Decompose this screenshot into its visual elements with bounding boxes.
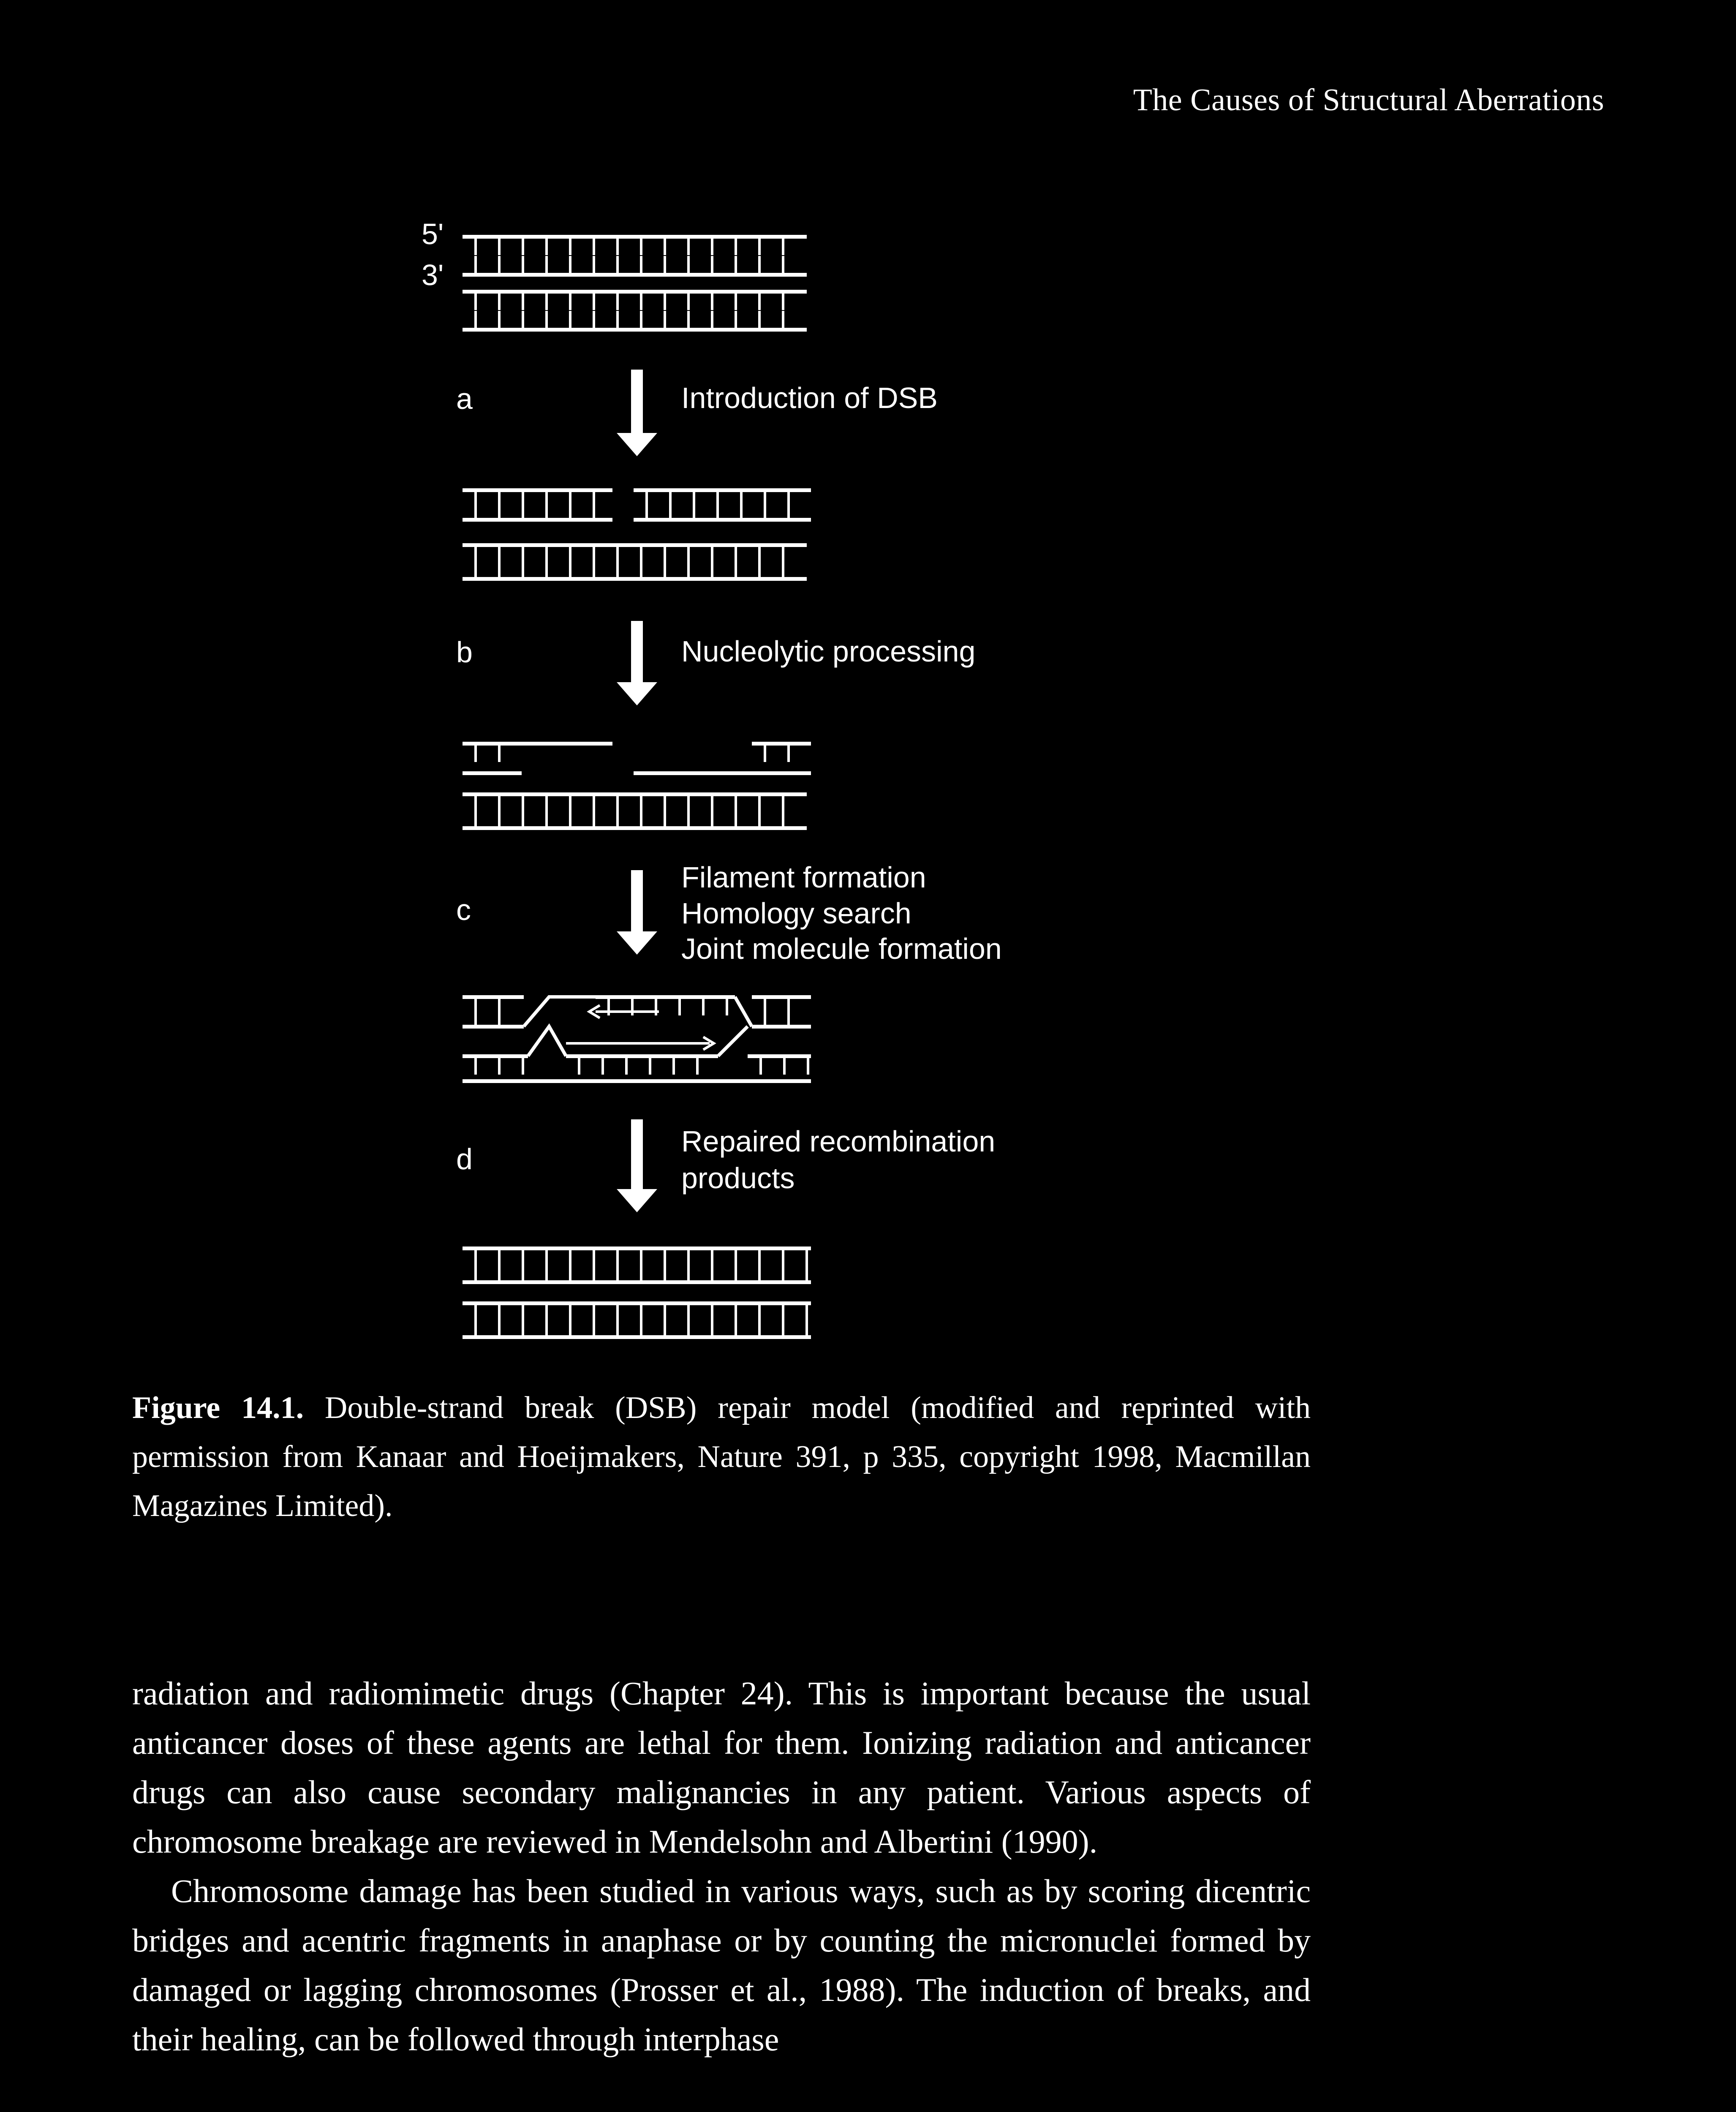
caption-label: Figure 14.1. xyxy=(132,1391,304,1425)
running-head: The Causes of Structural Aberrations xyxy=(1133,83,1604,117)
body-text xyxy=(132,1668,1311,2064)
dna-row1-strand-b xyxy=(463,256,807,277)
dna-row2-template-b xyxy=(463,560,807,581)
step-c-text-3: Joint molecule formation xyxy=(681,932,1002,965)
step-c-text-2: Homology search xyxy=(681,897,912,930)
three-prime-label: 3' xyxy=(422,259,444,291)
dna-row4-cross-left xyxy=(524,997,596,1026)
dna-row4-right-top xyxy=(752,995,811,1015)
step-c-letter: c xyxy=(456,893,471,926)
paragraph-2: Chromosome damage has been studied in various ways, such as by scoring dicentric bridges and acentric fragments in anaphase or by counting the micronuclei formed by damaged or lagging chromosomes (Prosser et al., 1988). The induction of breaks, and their healing, can be followed through interphase xyxy=(132,1872,1311,2058)
dna-row3-left-tail xyxy=(520,742,612,746)
dna-row3-left-a xyxy=(463,742,520,762)
arrow-step-c xyxy=(617,870,657,955)
arrow-step-d xyxy=(617,1119,657,1212)
dna-row4-cross-right-b xyxy=(718,1026,748,1056)
step-b-letter: b xyxy=(456,636,473,669)
step-arrows xyxy=(617,370,657,1212)
paragraph-1: radiation and radiomimetic drugs (Chapter 24). This is important because the usual anticancer doses of these agents are lethal for them. Ionizing radiation and anticancer drugs can also cause secondary malignancies in any patient. Various aspects of chromosome breakage are reviewed in Mendelsohn and Albertini (1990). xyxy=(132,1675,1311,1860)
arrow-step-a xyxy=(617,370,657,456)
dna-row4-right-bottom xyxy=(748,1054,811,1075)
caption-text: Double-strand break (DSB) repair model (modified and reprinted with permission from Kanaar and Hoeijmakers, Nature 391, p 335, copyright 1998, Macmillan Magazines Limited). xyxy=(132,1391,1311,1523)
step-d-text-1: Repaired recombination xyxy=(681,1125,996,1158)
dna-row2-left-a xyxy=(463,488,612,509)
dna-row3-right-a xyxy=(752,742,811,762)
step-b-text: Nucleolytic processing xyxy=(681,635,976,668)
dna-row4-left-bottom xyxy=(463,1054,528,1075)
step-d-letter: d xyxy=(456,1143,473,1176)
dna-row1-strand-a xyxy=(463,235,807,255)
dna-row2-right-a xyxy=(634,488,811,509)
figure-caption xyxy=(132,1383,1311,1530)
dna-row4-left-top xyxy=(463,995,524,1015)
dna-row5-d xyxy=(463,1318,811,1339)
arrow-step-b xyxy=(617,621,657,705)
step-c-text-1: Filament formation xyxy=(681,861,926,894)
dna-row4-cross-left-b xyxy=(528,1026,566,1056)
dna-row2-left-b xyxy=(463,501,612,522)
step-a-text: Introduction of DSB xyxy=(681,381,938,414)
dna-row3-template-a xyxy=(463,792,807,813)
step-a-letter: a xyxy=(456,382,473,415)
five-prime-label: 5' xyxy=(422,218,444,250)
dna-row4-left-top-b xyxy=(463,1008,524,1029)
dna-row2-template-a xyxy=(463,543,807,563)
dna-row3-template-b xyxy=(463,809,807,830)
dna-row4-mid-bottom xyxy=(566,1054,718,1075)
dna-row3-right-b xyxy=(752,771,811,775)
step-d-text-2: products xyxy=(681,1162,795,1195)
dna-row3-right-tail xyxy=(634,771,752,775)
dna-row3-left-b xyxy=(463,771,522,775)
dna-row4-right-top-b xyxy=(752,1008,811,1029)
dna-row2-right-b xyxy=(634,501,811,522)
dna-row4-base xyxy=(463,1079,811,1083)
dna-row4-cross-right xyxy=(735,997,752,1026)
dna-row5-b xyxy=(463,1263,811,1284)
dna-row1-strand-d xyxy=(463,311,807,332)
dna-row1-strand-c xyxy=(463,290,807,310)
